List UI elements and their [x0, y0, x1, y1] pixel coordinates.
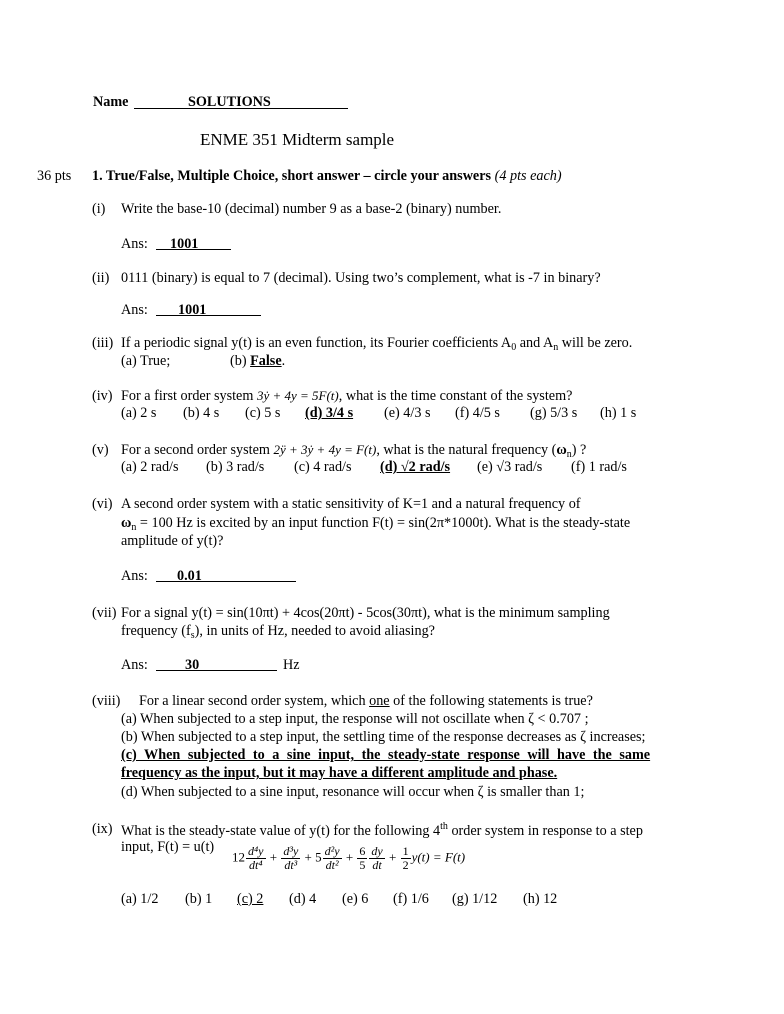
q3-sub-0: 0	[511, 342, 517, 353]
q8-option-a: (a) When subjected to a step input, the response will not oscillate when ζ < 0.707 ;	[121, 711, 589, 727]
q6-answer: 0.01	[177, 568, 202, 584]
q2-text: 0111 (binary) is equal to 7 (decimal). Using two’s complement, what is -7 in binary?	[121, 270, 601, 286]
q9-eq-coef5-den: 2	[402, 858, 409, 872]
q9-eq-term1-den: dt⁴	[248, 858, 263, 872]
q9-eq-term4-den: dt	[372, 858, 382, 872]
name-label: Name	[93, 94, 129, 110]
q2-number: (ii)	[92, 270, 110, 286]
q6-omega-sub: n	[131, 522, 137, 533]
q6-line2-text: = 100 Hz is excited by an input function F(t) = sin(2π*1000t). What is the steady-state	[136, 515, 631, 531]
q4-option-c: (c) 5 s	[245, 405, 281, 421]
q5-omega: ω	[556, 442, 567, 458]
q9-option-c: (c) 2	[237, 891, 264, 907]
q6-line1: A second order system with a static sensitivity of K=1 and a natural frequency of	[121, 496, 581, 512]
q5-text	[121, 442, 586, 460]
q7-line2-sub: s	[190, 630, 195, 641]
q7-answer-line	[156, 657, 277, 671]
section-pts-note: (4 pts each)	[494, 168, 562, 184]
q3-text-c: will be zero.	[558, 335, 633, 351]
q6-omega: ω	[121, 515, 132, 531]
q4-option-h: (h) 1 s	[600, 405, 637, 421]
q5-number: (v)	[92, 442, 109, 458]
q6-line3: amplitude of y(t)?	[121, 533, 224, 549]
section-points: 36 pts	[37, 168, 72, 184]
q9-eq-coef4-num: 6	[359, 844, 366, 858]
q9-eq-term4	[369, 845, 384, 872]
q7-line2-a: frequency (f	[121, 623, 191, 639]
page-title: ENME 351 Midterm sample	[200, 130, 395, 149]
q9-option-g: (g) 1/12	[452, 891, 498, 907]
q8-option-c-line2: frequency as the input, but it may have a different amplitude and phase.	[121, 765, 558, 781]
q9-eq-coef3: 5	[315, 849, 322, 865]
q7-line2-b: ), in units of Hz, needed to avoid aliasing?	[194, 623, 435, 639]
q3-text-a: If a periodic signal y(t) is an even function, its Fourier coefficients A	[121, 335, 512, 351]
q4-text-b: , what is the time constant of the system?	[338, 388, 573, 404]
q9-line2: input, F(t) = u(t)	[121, 839, 215, 855]
q5-omega-sub: n	[566, 449, 572, 460]
q4-equation: 3ẏ + 4y = 5F(t)	[256, 388, 339, 403]
q9-option-f: (f) 1/6	[393, 891, 429, 907]
q4-option-a: (a) 2 s	[121, 405, 157, 421]
q2-answer: 1001	[178, 302, 207, 318]
q3-option-b	[230, 353, 285, 370]
q9-eq-term4-num: dy	[371, 844, 383, 858]
q8-text-post: of the following statements is true?	[389, 693, 593, 709]
q3-number: (iii)	[92, 335, 114, 351]
q9-eq-coef5	[401, 845, 411, 872]
q3-option-b-answer: False	[250, 353, 282, 369]
q8-option-d: (d) When subjected to a sine input, resonance will occur when ζ is smaller than 1;	[121, 784, 585, 800]
q9-eq-tail: y(t) = F(t)	[411, 849, 466, 865]
q6-line2	[121, 515, 630, 533]
q9-eq-coef4	[357, 845, 367, 872]
q1-text: Write the base-10 (decimal) number 9 as a base-2 (binary) number.	[121, 201, 502, 217]
q8-number: (viii)	[92, 693, 121, 709]
q1-number: (i)	[92, 201, 106, 217]
q5-text-c: ) ?	[571, 442, 587, 458]
q8-text-one: one	[369, 693, 390, 709]
q4-option-e: (e) 4/3 s	[384, 405, 431, 421]
name-value: SOLUTIONS	[188, 94, 271, 110]
q5-option-b: (b) 3 rad/s	[206, 459, 265, 475]
q9-line1-sup: th	[440, 821, 448, 832]
q8-text-pre: For a linear second order system, which	[139, 693, 370, 709]
q6-number: (vi)	[92, 496, 113, 512]
q8-option-c-line1: (c) When subjected to a sine input, the steady-state response will have the same	[121, 747, 651, 763]
q6-ans-label: Ans:	[121, 568, 148, 584]
q9-eq-term1-num: d⁴y	[248, 844, 264, 858]
q7-answer: 30	[185, 657, 200, 673]
q5-option-a: (a) 2 rad/s	[121, 459, 179, 475]
q4-option-b: (b) 4 s	[183, 405, 220, 421]
q9-option-e: (e) 6	[342, 891, 369, 907]
q7-line1: For a signal y(t) = sin(10πt) + 4cos(20πt) - 5cos(30πt), what is the minimum sampling	[121, 605, 610, 621]
q3-option-a: (a) True;	[121, 353, 171, 369]
q9-eq-term3-num: d²y	[324, 844, 340, 858]
q9-option-a: (a) 1/2	[121, 891, 159, 907]
q9-eq-term1	[246, 845, 266, 872]
q7-line2	[121, 623, 435, 641]
q2-ans-label: Ans:	[121, 302, 148, 318]
q9-eq-term2	[281, 845, 300, 872]
q9-line1-a: What is the steady-state value of y(t) for the following 4	[121, 823, 441, 839]
q5-option-d: (d) √2 rad/s	[380, 459, 451, 475]
q5-text-b: , what is the natural frequency (	[376, 442, 557, 458]
q9-eq-term2-den: dt³	[284, 858, 298, 872]
q5-equation: 2ÿ + 3ẏ + 4y = F(t)	[273, 442, 377, 457]
q9-option-d: (d) 4	[289, 891, 317, 907]
q9-line1-b: order system in response to a step	[447, 823, 643, 839]
q9-line1	[121, 821, 643, 840]
section-heading	[92, 168, 562, 185]
q3-option-b-prefix: (b)	[230, 353, 251, 369]
q7-ans-label: Ans:	[121, 657, 148, 673]
q5-option-e: (e) √3 rad/s	[477, 459, 543, 475]
q9-eq-term2-num: d³y	[283, 844, 299, 858]
q8-text	[139, 693, 593, 710]
q9-eq-coef1: 12	[232, 849, 245, 865]
q9-option-b: (b) 1	[185, 891, 213, 907]
q2-answer-line	[156, 302, 261, 316]
q1-ans-label: Ans:	[121, 236, 148, 252]
q3-option-b-suffix: .	[281, 353, 286, 369]
q4-option-d: (d) 3/4 s	[305, 405, 354, 421]
q3-sub-n: n	[553, 342, 559, 353]
q4-number: (iv)	[92, 388, 113, 404]
q4-option-g: (g) 5/3 s	[530, 405, 578, 421]
q9-eq-coef4-den: 5	[359, 858, 366, 872]
q9-number: (ix)	[92, 821, 113, 837]
q9-equation: 12 $\frac{\text{d⁴y}}{\text{dt⁴}}$ + $\frac{\text{d³y}}{\text{dt³}}$ + 5 $\frac{\text{d²y}}{\text{dt²}}$ + $\frac{6}{5}$ $\frac{dy}{dt}$ + $\frac{1}{2}$ y(t) = F(t)	[232, 844, 466, 872]
q9-option-h: (h) 12	[523, 891, 558, 907]
q9-eq-coef5-num: 1	[402, 844, 409, 858]
q5-option-c: (c) 4 rad/s	[294, 459, 352, 475]
q3-text	[121, 335, 632, 353]
q7-number: (vii)	[92, 605, 117, 621]
q4-text	[121, 388, 572, 405]
q3-text-b: and A	[516, 335, 554, 351]
q9-eq-term3	[323, 845, 342, 872]
q7-unit: Hz	[283, 657, 300, 673]
q4-option-f: (f) 4/5 s	[455, 405, 500, 421]
q5-text-a: For a second order system	[121, 442, 274, 458]
q9-eq-term3-den: dt²	[325, 858, 339, 872]
q8-option-b: (b) When subjected to a step input, the settling time of the response decreases as ζ increases;	[121, 729, 646, 745]
section-heading-text: 1. True/False, Multiple Choice, short answer – circle your answers	[92, 168, 492, 184]
q1-answer: 1001	[170, 236, 199, 252]
q4-text-a: For a first order system	[121, 388, 257, 404]
q5-option-f: (f) 1 rad/s	[571, 459, 627, 475]
